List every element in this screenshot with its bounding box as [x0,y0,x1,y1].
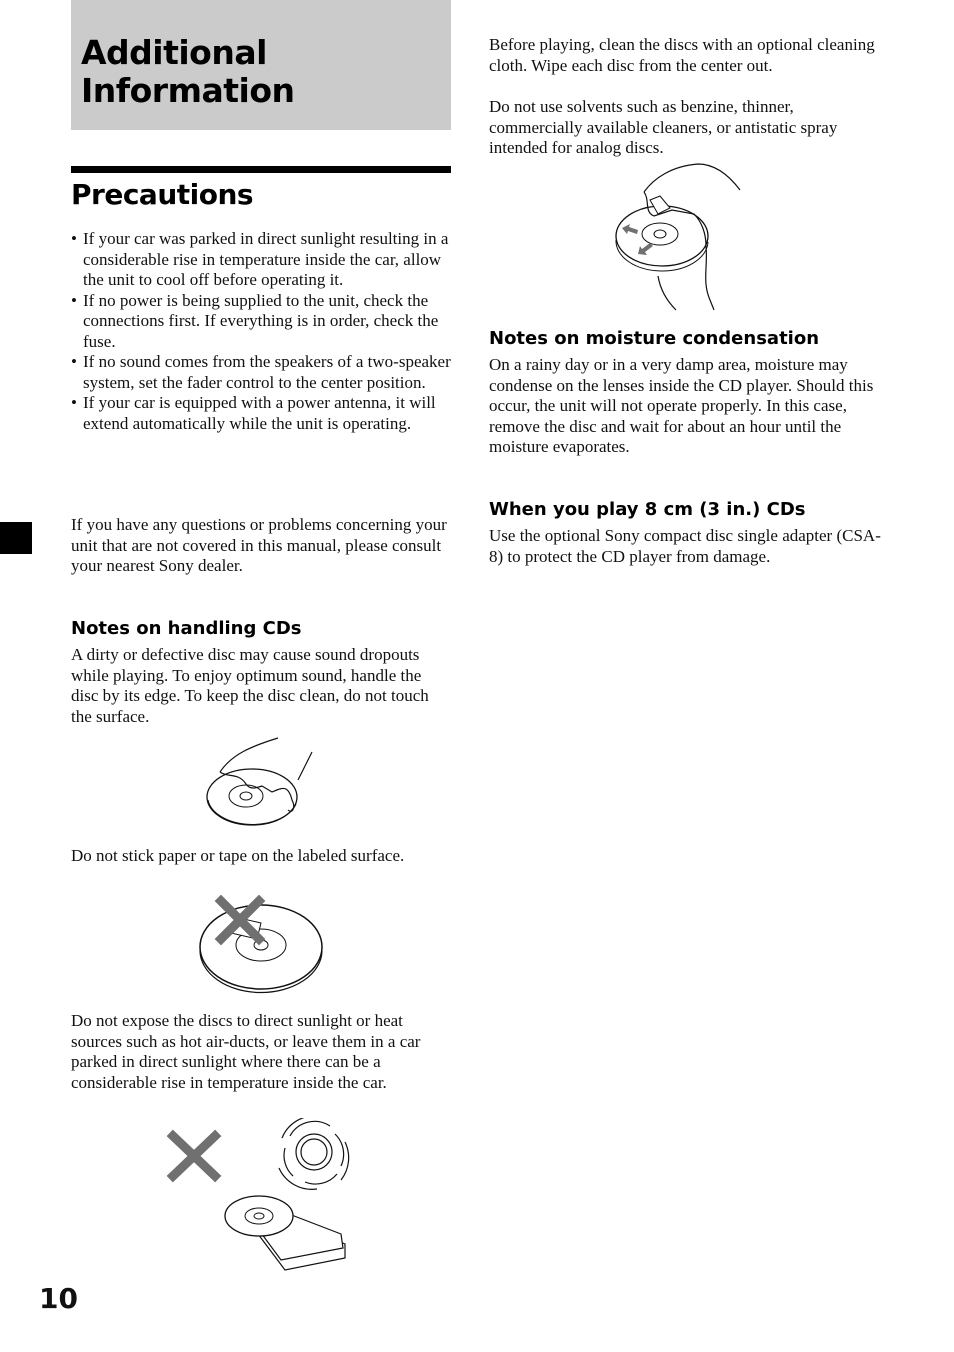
no-tape-on-label-illustration [195,895,327,995]
cd-held-by-edge-illustration [200,732,320,832]
moisture-paragraph: On a rainy day or in a very damp area, moisture may condense on the lenses inside the CD player. Should this occur, the unit will not operate properly. In this case, remove the disc and wait for about an hour until the moisture evaporates. [489,355,874,456]
moisture-heading: Notes on moisture condensation [489,328,820,349]
questions-paragraph: If you have any questions or problems concerning your unit that are not covered in this manual, please consult your nearest Sony dealer. [71,515,447,575]
solvents-paragraph: Do not use solvents such as benzine, thinner, commercially available cleaners, or antistatic spray intended for analog discs. [489,97,838,157]
section-title [81,34,294,110]
list-item: • If your car is equipped with a power antenna, it will extend automatically while the unit is operating. [71,393,451,434]
cd-disc-icon [225,1196,293,1236]
small-cd-paragraph: Use the optional Sony compact disc single adapter (CSA-8) to protect the CD player from damage. [489,526,881,566]
heading-rule [71,166,451,173]
no-sunlight-illustration [165,1118,360,1278]
section-title-line2: Information [81,71,295,110]
section-title-line1: Additional [81,33,267,72]
small-cd-heading: When you play 8 cm (3 in.) CDs [489,499,806,520]
section-banner [71,0,451,130]
precautions-list [71,229,451,434]
page-heading: Precautions [71,178,254,211]
sun-icon [279,1118,349,1189]
side-tab-marker [0,522,32,554]
cleaning-paragraph: Before playing, clean the discs with an optional cleaning cloth. Wipe each disc from the center out. [489,35,875,75]
list-item: • If no sound comes from the speakers of a two-speaker system, set the fader control to the center position. [71,352,451,393]
wipe-disc-illustration [610,160,750,315]
no-tape-paragraph: Do not stick paper or tape on the labeled surface. [71,846,405,865]
list-item: • If your car was parked in direct sunlight resulting in a considerable rise in temperature inside the car, allow the unit to cool off before operating it. [71,229,451,291]
cross-mark-icon [173,1136,215,1176]
handling-paragraph: A dirty or defective disc may cause sound dropouts while playing. To enjoy optimum sound, handle the disc by its edge. To keep the disc clean, do not touch the surface. [71,645,429,726]
handling-heading: Notes on handling CDs [71,618,302,639]
list-item: • If no power is being supplied to the unit, check the connections first. If everything is in order, check the fuse. [71,291,451,353]
page-number: 10 [39,1282,78,1315]
sunlight-paragraph: Do not expose the discs to direct sunlight or heat sources such as hot air-ducts, or leave them in a car parked in direct sunlight where there can be a considerable rise in temperature inside the car. [71,1011,421,1092]
